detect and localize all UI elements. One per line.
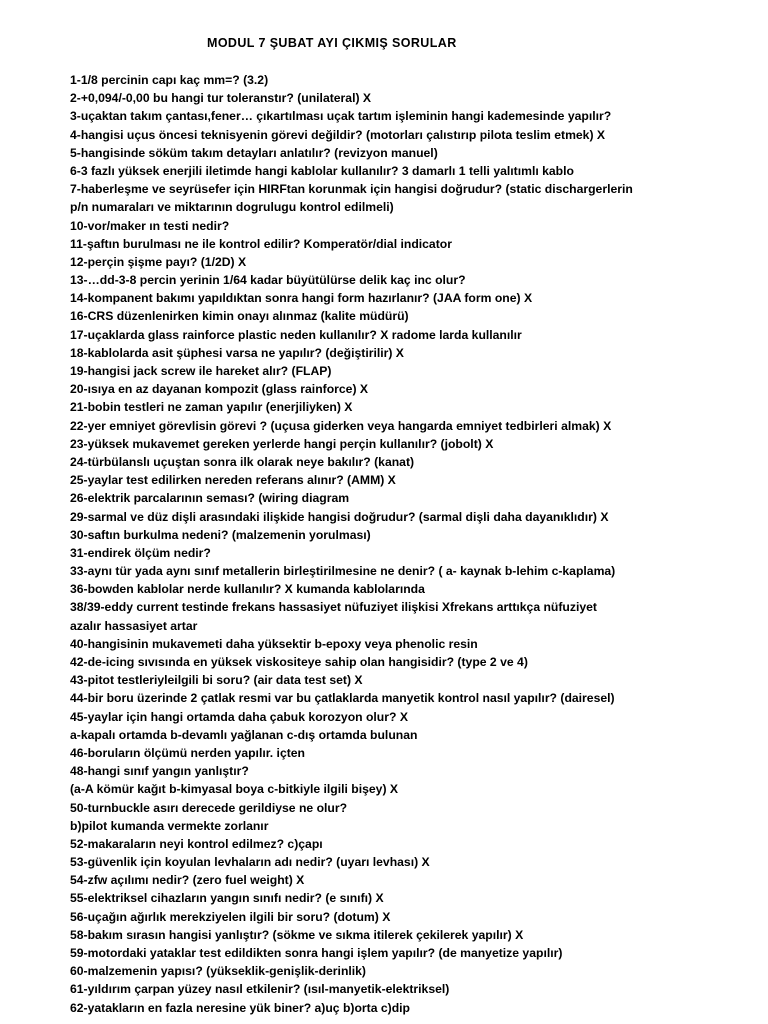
question-line: 23-yüksek mukavemet gereken yerlerde hangi perçin kullanılır? (jobolt) X: [70, 436, 494, 451]
question-line: 4-hangisi uçus öncesi teknisyenin görevi değildir? (motorları çalıstırıp pilota teslim etmek) X: [70, 127, 606, 142]
question-list: [70, 71, 760, 1017]
question-line: 20-ısıya en az dayanan kompozit (glass rainforce) X: [70, 382, 369, 397]
question-line: 60-malzemenin yapısı? (yükseklik-genişlik-derinlik): [70, 964, 366, 979]
question-line: 30-saftın burkulma nedeni? (malzemenin yorulması): [70, 527, 371, 542]
question-line: 38/39-eddy current testinde frekans hassasiyet nüfuziyet ilişkisi Xfrekans arttıkça nüfuziyet: [70, 600, 597, 615]
question-line: 46-boruların ölçümü nerden yapılır. içten: [70, 745, 306, 760]
page-title: MODUL 7 ŞUBAT AYI ÇIKMIŞ SORULAR: [207, 36, 457, 50]
question-line: 58-bakım sırasın hangisi yanlıştır? (sökme ve sıkma itilerek çekilerek yapılır) X: [70, 927, 524, 942]
question-line: 5-hangisinde söküm takım detayları anlatılır? (revizyon manuel): [70, 145, 438, 160]
question-line: 6-3 fazlı yüksek enerjili iletimde hangi kablolar kullanılır? 3 damarlı 1 telli yalıtımlı kablo: [70, 163, 574, 178]
question-line: 19-hangisi jack screw ile hareket alır? (FLAP): [70, 364, 332, 378]
question-line: (a-A kömür kağıt b-kimyasal boya c-bitkiyle ilgili bişey) X: [70, 782, 399, 797]
question-line: 31-endirek ölçüm nedir?: [70, 545, 211, 560]
question-line: p/n numaraları ve miktarının dogrulugu kontrol edilmeli): [70, 200, 394, 215]
question-line: 53-güvenlik için koyulan levhaların adı nedir? (uyarı levhası) X: [70, 855, 430, 870]
question-line: 22-yer emniyet görevlisin görevi ? (uçusa giderken veya hangarda emniyet tedbirleri almak) X: [70, 418, 612, 433]
question-line: 52-makaraların neyi kontrol edilmez? c)çapı: [70, 836, 323, 851]
question-line: 7-haberleşme ve seyrüsefer için HIRFtan korunmak için hangisi doğrudur? (static dischargerlerin: [70, 182, 633, 197]
question-line: 45-yaylar için hangi ortamda daha çabuk korozyon olur? X: [70, 709, 408, 724]
question-line: 55-elektriksel cihazların yangın sınıfı nedir? (e sınıfı) X: [70, 891, 384, 906]
question-line: 43-pitot testleriyleilgili bi soru? (air data test set) X: [70, 673, 363, 688]
question-line: 21-bobin testleri ne zaman yapılır (enerjiliyken) X: [70, 400, 353, 415]
question-line: 42-de-icing sıvısında en yüksek viskositeye sahip olan hangisidir? (type 2 ve 4): [70, 655, 528, 669]
question-line: 48-hangi sınıf yangın yanlıştır?: [70, 764, 249, 779]
question-line: a-kapalı ortamda b-devamlı yağlanan c-dış ortamda bulunan: [70, 727, 418, 742]
question-line: 2-+0,094/-0,00 bu hangi tur toleranstır? (unilateral) X: [70, 91, 372, 106]
question-line: b)pilot kumanda vermekte zorlanır: [70, 818, 269, 833]
question-line: 10-vor/maker ın testi nedir?: [70, 218, 230, 233]
question-line: 40-hangisinin mukavemeti daha yüksektir b-epoxy veya phenolic resin: [70, 636, 478, 651]
question-line: 14-kompanent bakımı yapıldıktan sonra hangi form hazırlanır? (JAA form one) X: [70, 291, 533, 306]
question-line: azalır hassasiyet artar: [70, 618, 198, 633]
question-line: 33-aynı tür yada aynı sınıf metallerin birleştirilmesine ne denir? ( a- kaynak b-lehim c-kaplama): [70, 564, 616, 579]
question-line: 16-CRS düzenlenirken kimin onayı alınmaz (kalite müdürü): [70, 309, 409, 324]
question-line: 54-zfw açılımı nedir? (zero fuel weight) X: [70, 873, 305, 888]
question-line: 13-…dd-3-8 percin yerinin 1/64 kadar büyütülürse delik kaç inc olur?: [70, 273, 466, 288]
question-line: 12-perçin şişme payı? (1/2D) X: [70, 254, 247, 269]
question-line: 56-uçağın ağırlık merekziyelen ilgili bir soru? (dotum) X: [70, 909, 391, 924]
question-line: 11-şaftın burulması ne ile kontrol edilir? Komperatör/dial indicator: [70, 236, 452, 251]
question-line: 44-bir boru üzerinde 2 çatlak resmi var bu çatlaklarda manyetik kontrol nasıl yapılır? (dairesel): [70, 691, 615, 706]
question-line: 61-yıldırım çarpan yüzey nasıl etkilenir? (ısıl-manyetik-elektriksel): [70, 982, 450, 997]
question-line: 50-turnbuckle asırı derecede gerildiyse ne olur?: [70, 800, 348, 815]
question-line: 62-yatakların en fazla neresine yük biner? a)uç b)orta c)dip: [70, 1000, 411, 1015]
question-line: 18-kablolarda asit şüphesi varsa ne yapılır? (değiştirilir) X: [70, 345, 404, 360]
question-line: 29-sarmal ve düz dişli arasındaki ilişkide hangisi doğrudur? (sarmal dişli daha dayanıklıdır) X: [70, 509, 609, 524]
question-line: 25-yaylar test edilirken nereden referans alınır? (AMM) X: [70, 473, 396, 488]
question-line: 17-uçaklarda glass rainforce plastic neden kullanılır? X radome larda kullanılır: [70, 327, 522, 342]
question-line: 3-uçaktan takım çantası,fener… çıkartılması uçak tartım işleminin hangi kademesinde yapılır?: [70, 109, 612, 124]
question-line: 24-türbülanslı uçuştan sonra ilk olarak neye bakılır? (kanat): [70, 454, 415, 469]
question-line: 59-motordaki yataklar test edildikten sonra hangi işlem yapılır? (de manyetize yapılır): [70, 946, 563, 960]
question-line: 36-bowden kablolar nerde kullanılır? X kumanda kablolarında: [70, 582, 425, 597]
question-line: 26-elektrik parcalarının seması? (wiring diagram: [70, 491, 350, 506]
question-line: 1-1/8 percinin capı kaç mm=? (3.2): [70, 73, 269, 87]
